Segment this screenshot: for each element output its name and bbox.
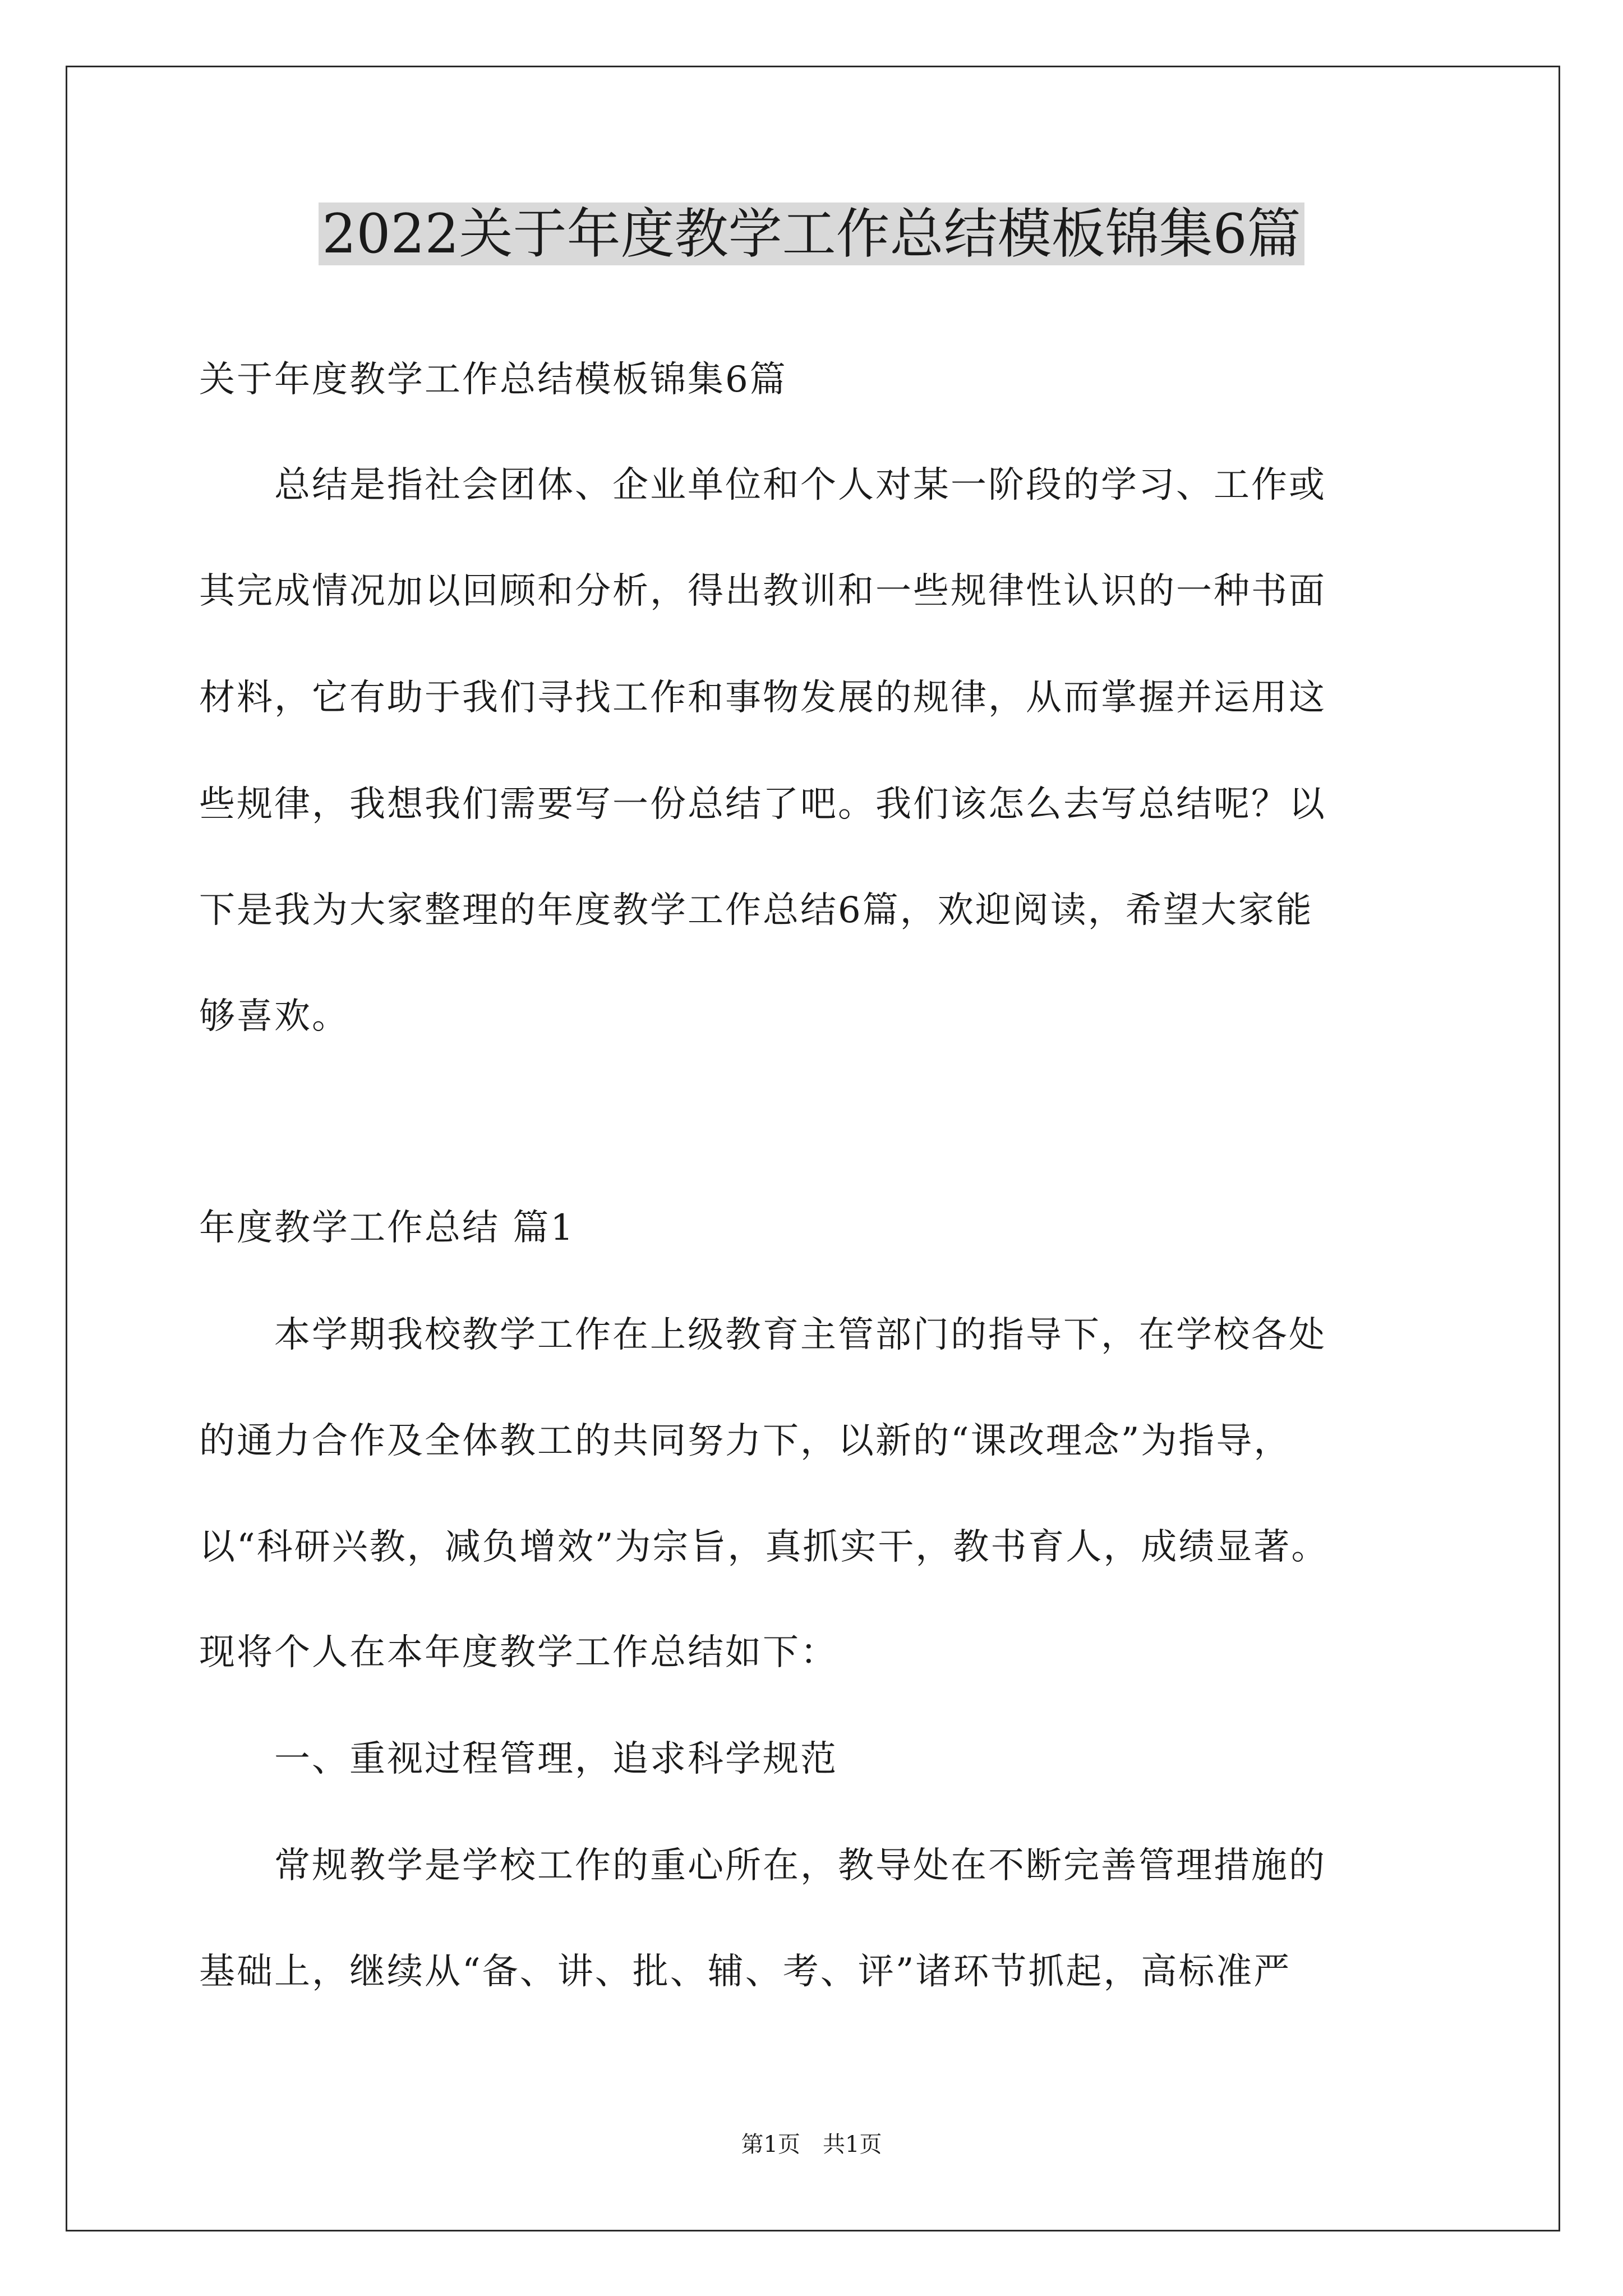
paragraph-line: 的通力合作及全体教工的共同努力下，以新的“课改理念”为指导， — [199, 1420, 1292, 1462]
paragraph-line: 常规教学是学校工作的重心所在，教导处在不断完善管理措施的 — [199, 1845, 1326, 1887]
section-heading: 年度教学工作总结 篇1 — [199, 1207, 575, 1249]
page-footer: 第1页 共1页 — [741, 2132, 882, 2157]
title-text: 2022关于年度教学工作总结模板锦集6篇 — [319, 203, 1304, 265]
document-title — [0, 197, 1623, 270]
paragraph-line: 材料，它有助于我们寻找工作和事物发展的规律，从而掌握并运用这 — [199, 677, 1326, 719]
paragraph-line: 本学期我校教学工作在上级教育主管部门的指导下，在学校各处 — [199, 1314, 1326, 1356]
paragraph-line: 够喜欢。 — [199, 996, 349, 1037]
paragraph-line: 些规律，我想我们需要写一份总结了吧。我们该怎么去写总结呢？以 — [199, 784, 1326, 825]
paragraph-line: 基础上，继续从“备、讲、批、辅、考、评”诸环节抓起，高标准严 — [199, 1951, 1292, 1993]
paragraph-line: 总结是指社会团体、企业单位和个人对某一阶段的学习、工作或 — [199, 464, 1326, 506]
subtitle-line: 关于年度教学工作总结模板锦集6篇 — [199, 359, 787, 401]
paragraph-line: 其完成情况加以回顾和分析，得出教训和一些规律性认识的一种书面 — [199, 570, 1326, 612]
subsection-heading: 一、重视过程管理，追求科学规范 — [199, 1738, 838, 1780]
paragraph-line: 下是我为大家整理的年度教学工作总结6篇，欢迎阅读，希望大家能 — [199, 890, 1313, 931]
paragraph-line: 现将个人在本年度教学工作总结如下： — [199, 1632, 838, 1673]
paragraph-line: 以“科研兴教，减负增效”为宗旨，真抓实干，教书育人，成绩显著。 — [199, 1526, 1329, 1568]
